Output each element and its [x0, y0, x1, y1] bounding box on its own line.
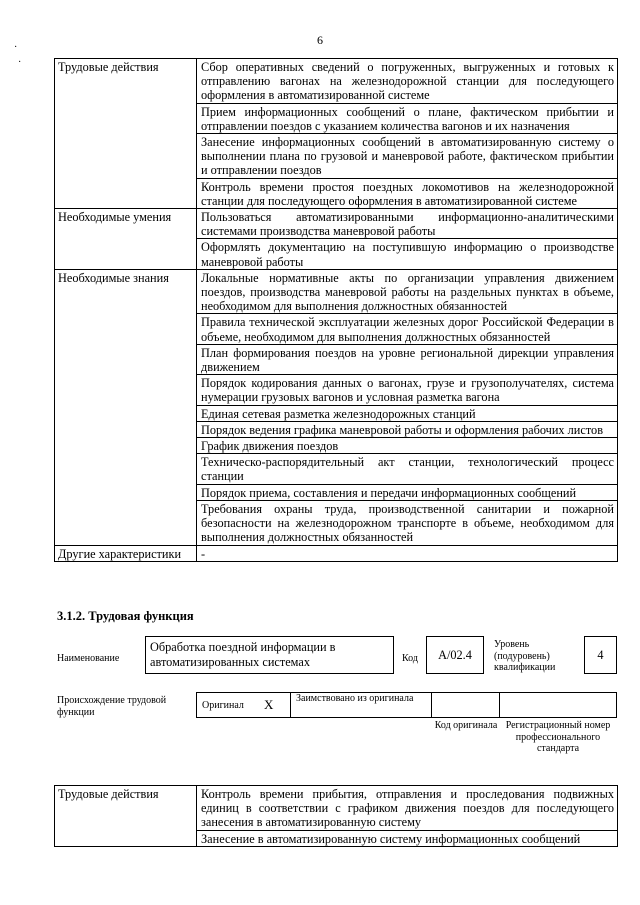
requirements-table: [54, 58, 618, 562]
row-item: Порядок кодирования данных о вагонах, грузе и грузополучателях, система нумерации грузовых вагонов и условная разметка вагона: [197, 375, 618, 405]
row-item: Контроль времени простоя поездных локомотивов на железнодорожной станции для последующего оформления в автоматизированной системе: [197, 178, 618, 208]
table-row: [55, 269, 618, 314]
table-row: [55, 209, 618, 239]
row-item: Пользоваться автоматизированными информационно-аналитическими системами производства маневровой работы: [197, 209, 618, 239]
code-original-caption: Код оригинала: [434, 720, 498, 731]
row-item: Занесение информационных сообщений в автоматизированную систему о выполнении плана по грузовой и маневровой работе, фактическом прибытии и отправлении поездов: [197, 134, 618, 179]
row-item: Оформлять документацию на поступившую информацию о производстве маневровой работы: [197, 239, 618, 269]
actions-table: [54, 785, 618, 847]
original-mark: X: [264, 697, 274, 712]
row-item: -: [197, 545, 618, 561]
code-value: A/02.4: [438, 648, 472, 662]
table-row: [55, 59, 618, 104]
page-number: 6: [317, 33, 323, 47]
scan-dot: ·: [18, 57, 22, 68]
row-item: Контроль времени прибытия, отправления и проследования подвижных единиц в соответствии с графиком движения поездов для последующего занесения в автоматизированную систему: [197, 786, 618, 831]
code-label: Код: [402, 653, 418, 664]
row-item: Занесение в автоматизированную систему информационных сообщений: [197, 830, 618, 846]
row-label: Трудовые действия: [55, 59, 197, 209]
row-label: Другие характеристики: [55, 545, 197, 561]
row-item: Техническо-распорядительный акт станции, технологический процесс станции: [197, 454, 618, 484]
section-title: 3.1.2. Трудовая функция: [57, 609, 194, 623]
function-name-value: Обработка поездной информации в автоматизированных системах: [150, 640, 336, 669]
table-row: [55, 545, 618, 561]
row-item: Единая сетевая разметка железнодорожных станций: [197, 405, 618, 421]
row-item: Сбор оперативных сведений о погруженных, выгруженных и готовых к отправлению вагонах на железнодорожной станции для последующего оформления в автоматизированной системе: [197, 59, 618, 104]
function-name-box: [145, 636, 394, 674]
code-box: [426, 636, 484, 674]
divider: [290, 692, 291, 718]
row-label: Необходимые знания: [55, 269, 197, 545]
reg-number-caption: Регистрационный номер профессионального стандарта: [505, 720, 611, 754]
row-label: Трудовые действия: [55, 786, 197, 847]
row-item: План формирования поездов на уровне региональной дирекции управления движением: [197, 344, 618, 374]
row-item: Локальные нормативные акты по организации управления движением поездов, производства маневровой работы на раздельных пунктах в объеме, необходимом для выполнения должностных обязанностей: [197, 269, 618, 314]
origin-table: [196, 692, 617, 718]
origin-label: Происхождение трудовой функции: [57, 695, 167, 718]
original-label: Оригинал: [202, 700, 244, 711]
borrowed-label: Заимствовано из оригинала: [296, 693, 414, 704]
row-item: Порядок приема, составления и передачи информационных сообщений: [197, 484, 618, 500]
row-item: Правила технической эксплуатации железных дорог Российской Федерации в объеме, необходимом для выполнения должностных обязанностей: [197, 314, 618, 344]
row-item: Прием информационных сообщений о плане, фактическом прибытии и отправлении поездов с указанием количества вагонов и их назначения: [197, 103, 618, 133]
row-item: Порядок ведения графика маневровой работы и оформления рабочих листов: [197, 421, 618, 437]
row-item: График движения поездов: [197, 438, 618, 454]
level-value: 4: [597, 648, 604, 662]
level-box: [584, 636, 617, 674]
row-label: Необходимые умения: [55, 209, 197, 270]
divider: [499, 692, 500, 718]
scan-dot: ·: [14, 42, 18, 53]
level-label: Уровень (подуровень) квалификации: [494, 639, 556, 673]
name-label: Наименование: [57, 653, 120, 664]
row-item: Требования охраны труда, производственной санитарии и пожарной безопасности на железнодорожном транспорте в объеме, необходимом для выполнения должностных обязанностей: [197, 500, 618, 545]
divider: [431, 692, 432, 718]
table-row: [55, 786, 618, 831]
